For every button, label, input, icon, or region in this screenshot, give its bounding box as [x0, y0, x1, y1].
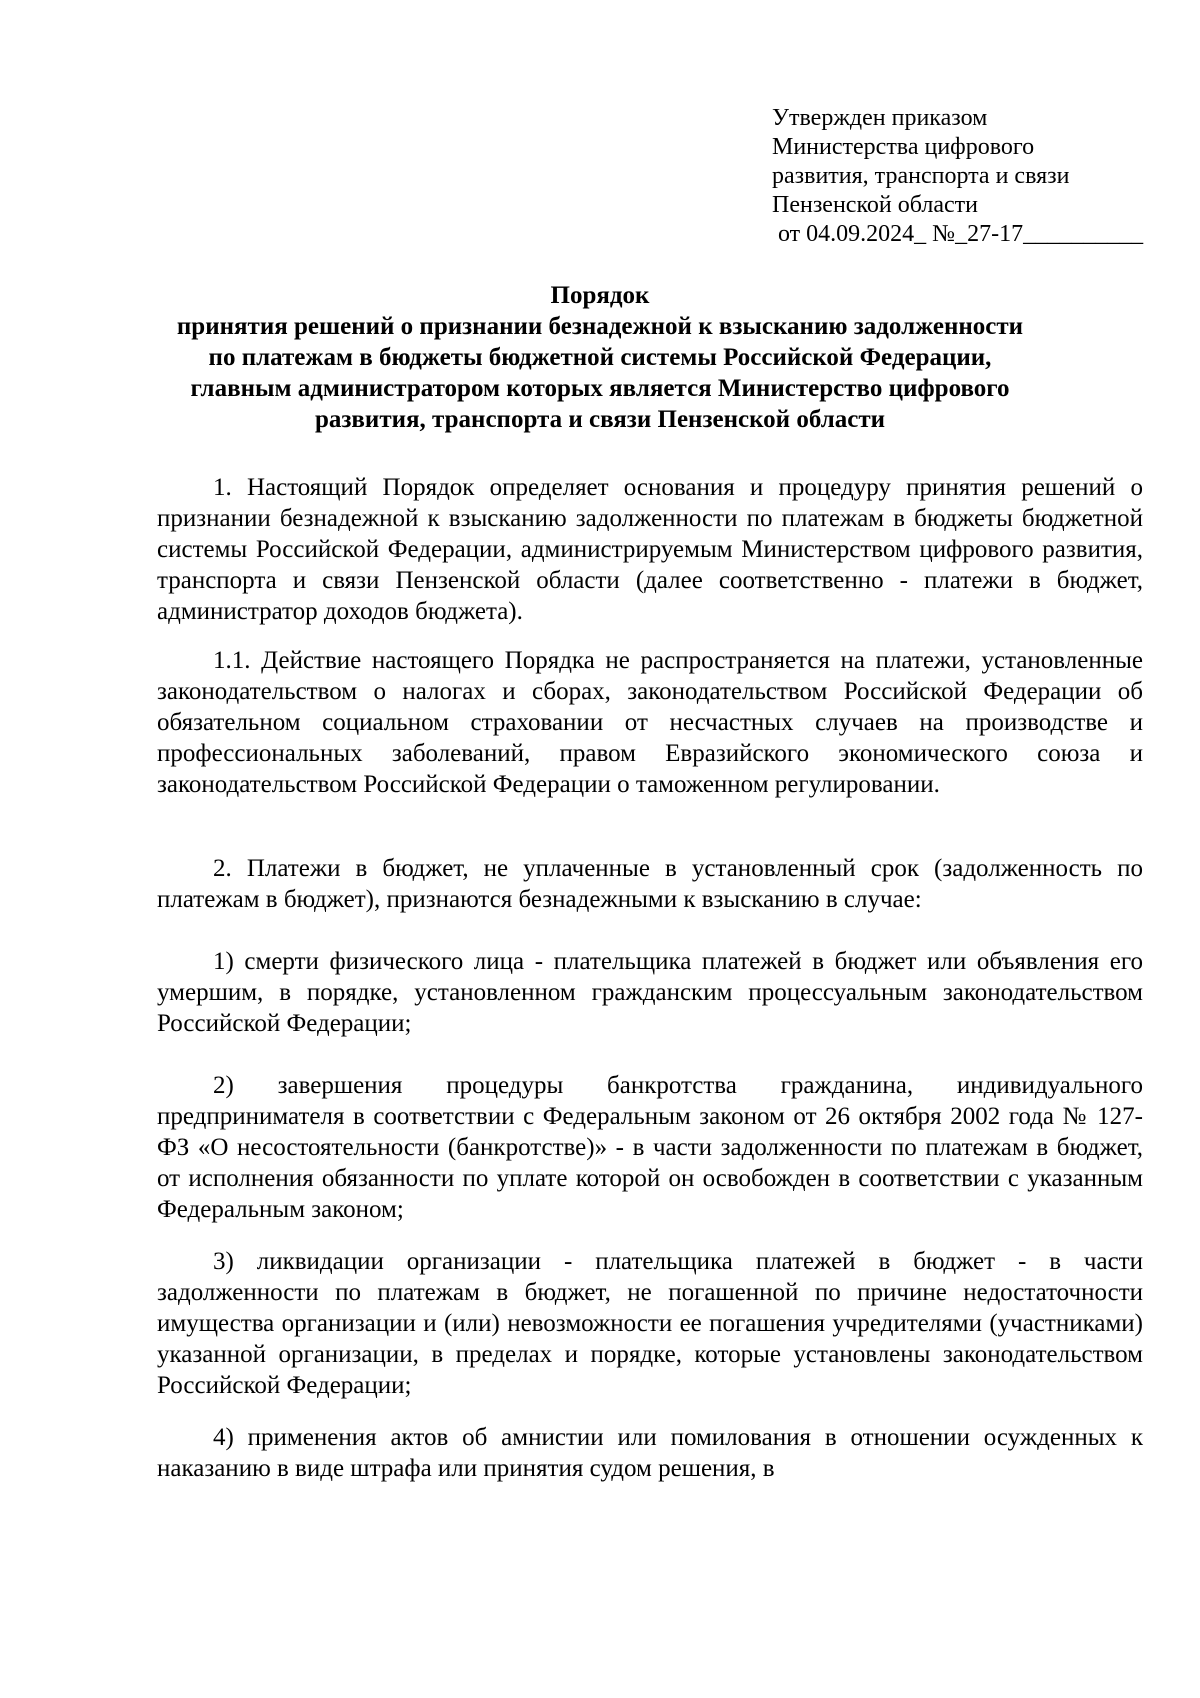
paragraph-2: 2. Платежи в бюджет, не уплаченные в установленный срок (задолженность по платежам в бюджет), признаются безнадежными к взысканию в случае: — [157, 855, 1143, 913]
paragraph-1: 1. Настоящий Порядок определяет основания и процедуру принятия решений о признании безнадежной к взысканию задолженности по платежам в бюджеты бюджетной системы Российской Федерации, администрируемым Министерством цифрового развития, транспорта и связи Пензенской области (далее соответственно - платежи в бюджет, администратор доходов бюджета). — [157, 474, 1143, 625]
document-title — [140, 280, 1060, 435]
approval-line: Утвержден приказом — [772, 105, 988, 131]
list-item-1: 1) смерти физического лица - плательщика платежей в бюджет или объявления его умершим, в порядке, установленном гражданским процессуальным законодательством Российской Федерации; — [157, 948, 1143, 1037]
list-item-2: 2) завершения процедуры банкротства гражданина, индивидуального предпринимателя в соответствии с Федеральным законом от 26 октября 2002 года № 127-ФЗ «О несостоятельности (банкротстве)» - в части задолженности по платежам в бюджет, от исполнения обязанности по уплате которой он освобожден в соответствии с указанным Федеральным законом; — [157, 1072, 1143, 1223]
document-body — [157, 472, 1143, 1484]
paragraph-1-1: 1.1. Действие настоящего Порядка не распространяется на платежи, установленные законодательством о налогах и сборах, законодательством Российской Федерации об обязательном социальном страховании от несчастных случаев на производстве и профессиональных заболеваний, правом Евразийского экономического союза и законодательством Российской Федерации о таможенном регулировании. — [157, 647, 1143, 798]
title-line: по платежам в бюджеты бюджетной системы Российской Федерации, — [208, 344, 992, 371]
approval-stamp — [772, 104, 1172, 249]
list-item-4: 4) применения актов об амнистии или помилования в отношении осужденных к наказанию в виде штрафа или принятия судом решения, в — [157, 1424, 1143, 1482]
title-line: развития, транспорта и связи Пензенской области — [314, 406, 886, 433]
list-item-3: 3) ликвидации организации - плательщика платежей в бюджет - в части задолженности по платежам в бюджет, не погашенной по причине недостаточности имущества организации и (или) невозможности ее погашения учредителями (участниками) указанной организации, в пределах и порядке, которые установлены законодательством Российской Федерации; — [157, 1248, 1143, 1399]
approval-line: Министерства цифрового — [772, 134, 1035, 160]
title-heading: Порядок — [550, 282, 650, 309]
approval-line: развития, транспорта и связи — [772, 163, 1070, 189]
approval-date-number: от 04.09.2024_ №_27-17__________ — [778, 221, 1144, 247]
title-line: главным администратором которых является Министерство цифрового — [190, 375, 1010, 402]
approval-line: Пензенской области — [772, 192, 978, 218]
title-line: принятия решений о признании безнадежной к взысканию задолженности — [176, 313, 1024, 340]
